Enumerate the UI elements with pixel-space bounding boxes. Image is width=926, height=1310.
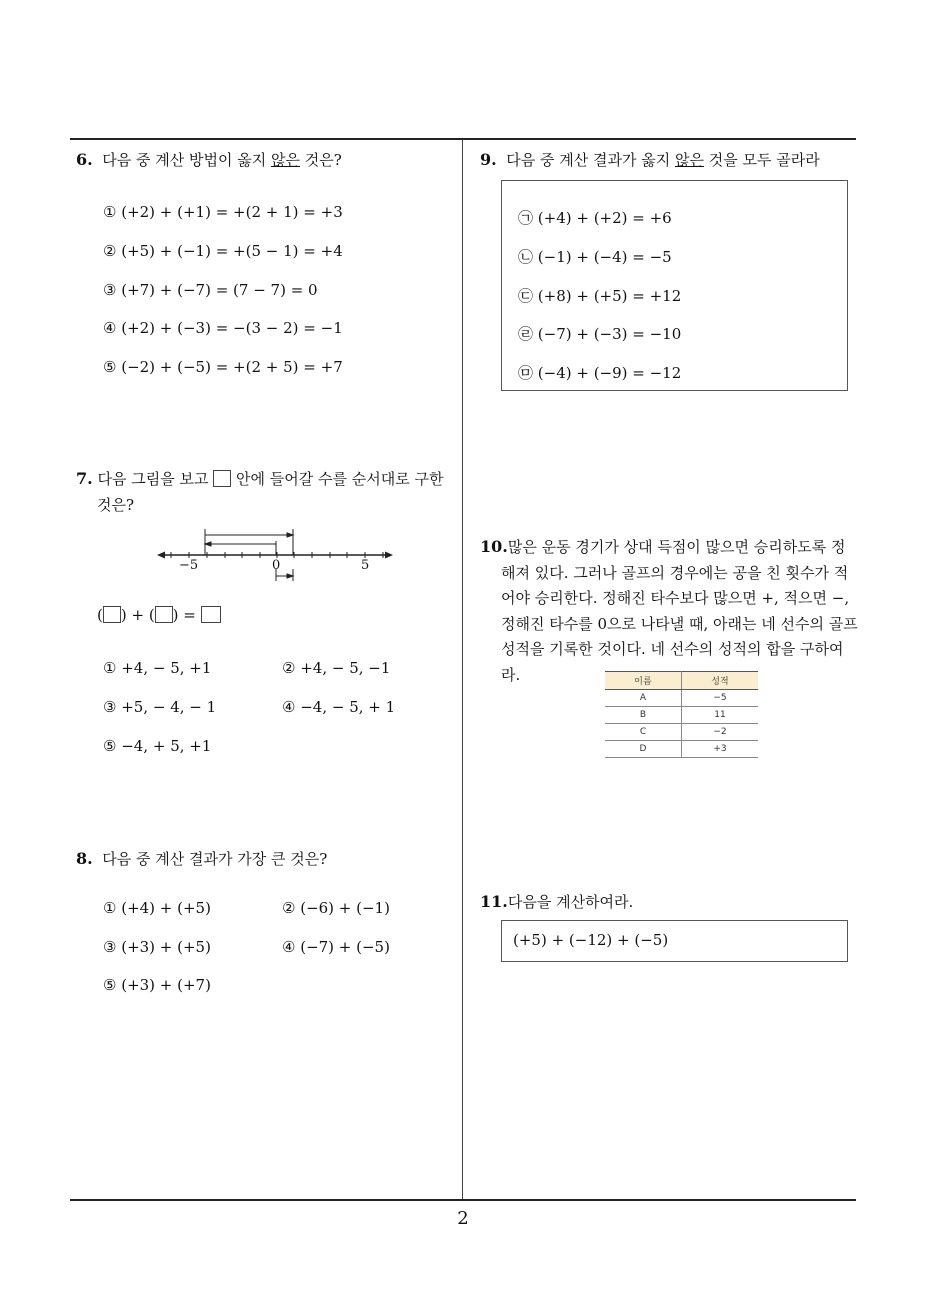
q7-option-5[interactable]: ⑤ −4, + 5, +1: [103, 737, 212, 755]
question-text: 다음 중 계산 방법이 옳지: [102, 151, 271, 169]
table-row: [605, 724, 758, 741]
table-cell-score: +3: [682, 741, 759, 758]
underlined-word: 않은: [675, 151, 704, 169]
question-11-stem: [480, 892, 633, 912]
tick-label-minus5: −5: [179, 558, 199, 573]
blank-box-icon: [155, 606, 173, 623]
q8-option-3[interactable]: ③ (+3) + (+5): [103, 938, 211, 956]
question-7-stem-line2: 것은?: [97, 496, 135, 514]
table-cell-name: C: [605, 724, 682, 741]
question-number: 11.: [480, 892, 508, 911]
bottom-rule: [70, 1199, 856, 1201]
blank-expression: [97, 606, 221, 624]
q10-line-4: 정해진 타수를 0으로 나타낼 때, 아래는 네 선수의 골프: [501, 614, 858, 633]
q6-option-2[interactable]: ② (+5) + (−1) = +(5 − 1) = +4: [103, 242, 343, 260]
table-header-score: 성적: [682, 672, 759, 690]
question-text: 다음 중 계산 결과가 옳지: [506, 151, 675, 169]
top-arrow-bracket: [205, 529, 293, 555]
q7-option-4[interactable]: ④ −4, − 5, + 1: [282, 698, 396, 716]
blank-box-icon: [201, 606, 221, 623]
left-arrow-icon: [157, 552, 165, 559]
table-row: [605, 707, 758, 724]
number-line-diagram: [155, 525, 400, 585]
question-text: 다음 그림을 보고: [97, 470, 209, 488]
q6-option-5[interactable]: ⑤ (−2) + (−5) = +(2 + 5) = +7: [103, 358, 343, 376]
column-divider: [462, 139, 463, 1200]
q7-option-3[interactable]: ③ +5, − 4, − 1: [103, 698, 217, 716]
table-row: [605, 741, 758, 758]
top-rule: [70, 138, 856, 140]
blank-box-icon: [103, 606, 121, 623]
table-cell-name: A: [605, 690, 682, 707]
q9-option-b[interactable]: ㉡ (−1) + (−4) = −5: [518, 248, 672, 266]
q9-option-c[interactable]: ㉢ (+8) + (+5) = +12: [518, 287, 682, 305]
table-header-row: [605, 672, 758, 690]
question-text: 다음을 계산하여라.: [507, 893, 634, 911]
q6-option-3[interactable]: ③ (+7) + (−7) = (7 − 7) = 0: [103, 281, 318, 299]
question-number: 10.: [480, 537, 508, 556]
q10-line-3: 어야 승리한다. 정해진 타수보다 많으면 +, 적으면 −,: [501, 589, 850, 607]
page-number: 2: [457, 1208, 469, 1229]
q11-expression: (+5) + (−12) + (−5): [513, 931, 669, 949]
question-text-cont: 안에 들어갈 수를 순서대로 구한: [236, 470, 444, 488]
question-number: 6.: [76, 150, 93, 169]
q6-option-4[interactable]: ④ (+2) + (−3) = −(3 − 2) = −1: [103, 319, 343, 337]
question-9-stem: [480, 150, 820, 170]
q10-line-2: 해져 있다. 그러나 골프의 경우에는 공을 친 횟수가 적: [501, 563, 849, 582]
table-cell-name: B: [605, 707, 682, 724]
table-cell-score: −2: [682, 724, 759, 741]
equals-sign: ) =: [172, 606, 196, 624]
q8-option-1[interactable]: ① (+4) + (+5): [103, 899, 211, 917]
middle-arrow-bracket: [205, 541, 276, 555]
table-header-name: 이름: [605, 672, 682, 690]
q8-option-5[interactable]: ⑤ (+3) + (+7): [103, 976, 211, 994]
right-arrow-icon: [385, 552, 393, 559]
q7-option-2[interactable]: ② +4, − 5, −1: [282, 659, 391, 677]
q10-text: 많은 운동 경기가 상대 득점이 많으면 승리하도록 정: [507, 538, 846, 556]
plus-sign: ) + (: [120, 606, 155, 624]
q7-option-1[interactable]: ① +4, − 5, +1: [103, 659, 212, 677]
golf-score-table: [605, 671, 758, 758]
q9-option-e[interactable]: ㉤ (−4) + (−9) = −12: [518, 364, 682, 382]
question-number: 7.: [76, 469, 93, 488]
q10-line-5: 성적을 기록한 것이다. 네 선수의 성적의 합을 구하여라.: [501, 640, 844, 684]
question-number: 8.: [76, 849, 93, 868]
question-number: 9.: [480, 150, 497, 169]
question-text-end: 것은?: [299, 151, 342, 169]
blank-box-icon: [213, 470, 231, 487]
table-cell-score: −5: [682, 690, 759, 707]
q9-option-a[interactable]: ㉠ (+4) + (+2) = +6: [518, 209, 672, 227]
table-cell-name: D: [605, 741, 682, 758]
q8-option-2[interactable]: ② (−6) + (−1): [282, 899, 390, 917]
tick-label-5: 5: [361, 558, 370, 573]
q9-option-d[interactable]: ㉣ (−7) + (−3) = −10: [518, 325, 682, 343]
q10-line-1: [480, 534, 860, 561]
question-text-end: 것을 모두 골라라: [703, 151, 820, 169]
question-8-stem: [76, 849, 327, 869]
tick-label-0: 0: [272, 558, 281, 573]
question-10-stem: [480, 534, 860, 688]
q8-option-4[interactable]: ④ (−7) + (−5): [282, 938, 390, 956]
underlined-word: 않은: [271, 151, 300, 169]
question-6-stem: [76, 150, 342, 170]
table-cell-score: 11: [682, 707, 759, 724]
question-7-stem: [76, 469, 461, 489]
table-row: [605, 690, 758, 707]
question-text: 다음 중 계산 결과가 가장 큰 것은?: [102, 850, 328, 868]
q6-option-1[interactable]: ① (+2) + (+1) = +(2 + 1) = +3: [103, 203, 343, 221]
paren: (: [97, 606, 103, 624]
